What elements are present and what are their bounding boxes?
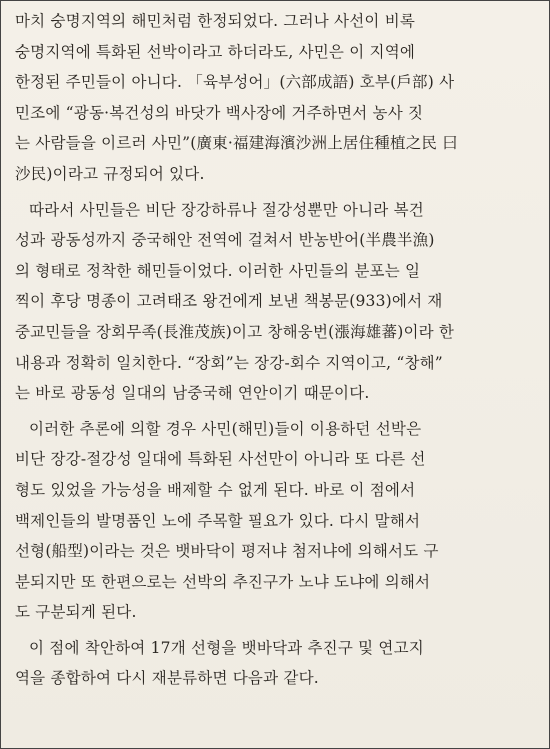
text-line: 비단 장강-절강성 일대에 특화된 사선만이 아니라 또 다른 선: [15, 450, 426, 469]
text-line: 따라서 사민들은 비단 장강하류나 절강성뿐만 아니라 복건: [29, 200, 424, 219]
text-line: 이러한 추론에 의할 경우 사민(해민)들이 이용하던 선박은: [29, 419, 422, 438]
text-line: 찍이 후당 명종이 고려태조 왕건에게 보낸 책봉문(933)에서 재: [15, 292, 443, 311]
text-line: 중교민들을 장회무족(長淮茂族)이고 창해웅번(漲海雄蕃)이라 한: [15, 322, 455, 341]
text-line: 이 점에 착안하여 17개 선형을 뱃바닥과 추진구 및 연고지: [29, 638, 424, 657]
text-line: 는 바로 광동성 일대의 남중국해 연안이기 때문이다.: [15, 384, 370, 403]
text-line: 한정된 주민들이 아니다. 「육부성어」(六部成語) 호부(戶部) 사: [15, 73, 455, 92]
text-line: 선형(船型)이라는 것은 뱃바닥이 평저냐 첨저냐에 의해서도 구: [15, 542, 439, 561]
text-line: 성과 광동성까지 중국해안 전역에 걸쳐서 반농반어(半農半漁): [15, 231, 435, 250]
text-line: 민조에 “광동·복건성의 바닷가 백사장에 거주하면서 농사 짓: [15, 103, 424, 122]
text-line: 백제인들의 발명품인 노에 주목할 필요가 있다. 다시 말해서: [15, 511, 421, 530]
text-line: 의 형태로 정착한 해민들이었다. 이러한 사민들의 분포는 일: [15, 261, 421, 280]
text-line: 도 구분되게 된다.: [15, 603, 137, 622]
text-line: 내용과 정확히 일치한다. “장회”는 장강-회수 지역이고, “창해”: [15, 353, 443, 372]
text-line: 숭명지역에 특화된 선박이라고 하더라도, 사민은 이 지역에: [15, 42, 416, 61]
text-line: 는 사람들을 이르러 사민”(廣東·福建海濱沙洲上居住種植之民 曰: [15, 134, 458, 153]
text-line: 沙民)이라고 규정되어 있다.: [15, 164, 205, 183]
body-text: [15, 6, 539, 694]
text-line: 마치 숭명지역의 해민처럼 한정되었다. 그러나 사선이 비록: [15, 12, 416, 30]
text-line: 형도 있었을 가능성을 배제할 수 없게 된다. 바로 이 점에서: [15, 480, 416, 499]
text-line: 역을 종합하여 다시 재분류하면 다음과 같다.: [15, 669, 319, 688]
text-line: 분되지만 또 한편으로는 선박의 추진구가 노냐 도냐에 의해서: [15, 572, 431, 591]
